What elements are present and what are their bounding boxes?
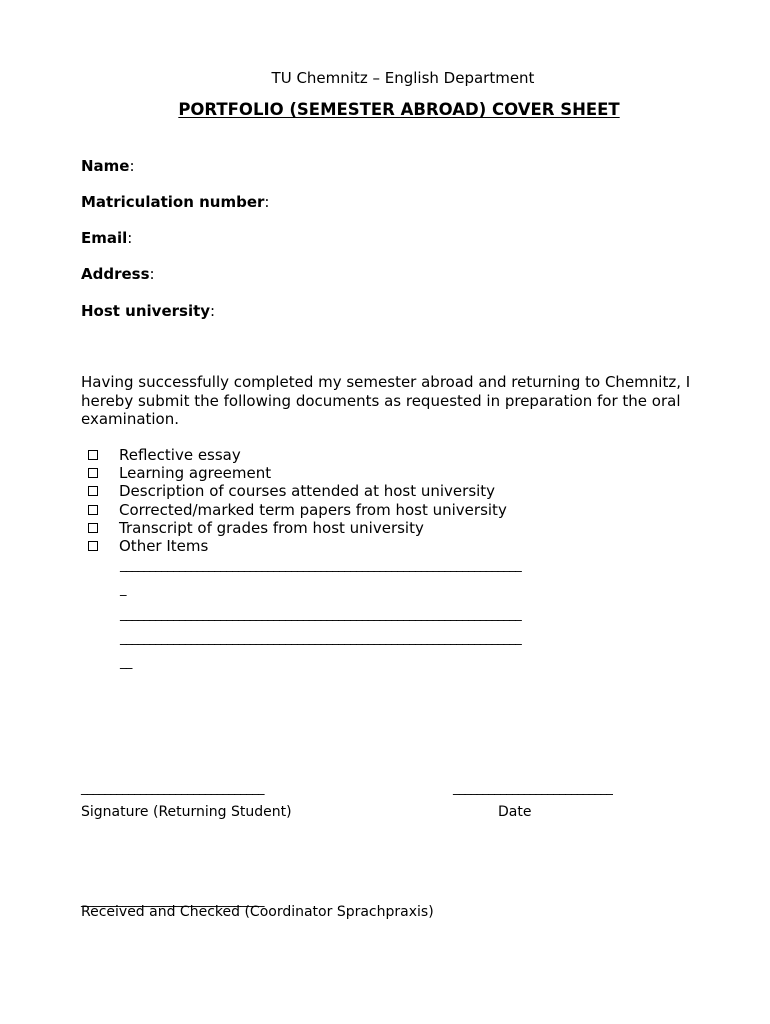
checkbox-transcript[interactable] <box>88 523 98 533</box>
checklist-label: Description of courses attended at host university <box>119 482 496 501</box>
checklist-item-learning-agreement <box>88 464 507 482</box>
field-host-university-label: Host university <box>81 302 211 320</box>
field-name-colon: : <box>129 157 135 175</box>
checklist-item-term-papers <box>88 501 507 519</box>
other-items-blank-line[interactable]: ____________________________________________________________________ <box>120 607 522 622</box>
field-matriculation-label: Matriculation number <box>81 193 265 211</box>
checklist-label: Transcript of grades from host university <box>119 518 424 537</box>
checklist-label: Learning agreement <box>119 464 272 483</box>
document-checklist <box>88 446 507 555</box>
coordinator-signature-label: Received and Checked (Coordinator Sprachpraxis) <box>81 904 434 920</box>
coordinator-signature-line[interactable]: _______________________________ <box>81 893 264 908</box>
checkbox-learning-agreement[interactable] <box>88 468 98 478</box>
field-name-label: Name <box>81 157 130 175</box>
checkbox-term-papers[interactable] <box>88 505 98 515</box>
field-host-university <box>81 302 215 320</box>
date-label: Date <box>498 804 532 820</box>
intro-paragraph: Having successfully completed my semester abroad and returning to Chemnitz, I hereby submit the following documents as requested in preparation for the oral examination. <box>81 373 691 428</box>
other-items-blank-line[interactable]: ____________________________________________________________________ <box>120 558 522 573</box>
page-title: PORTFOLIO (SEMESTER ABROAD) COVER SHEET <box>178 100 620 119</box>
checklist-item-reflective-essay <box>88 446 507 464</box>
field-email <box>81 229 132 247</box>
student-signature-label: Signature (Returning Student) <box>81 804 292 820</box>
field-address-label: Address <box>81 265 150 283</box>
checkbox-course-description[interactable] <box>88 486 98 496</box>
checklist-item-other-items <box>88 537 507 555</box>
field-host-university-colon: : <box>210 302 216 320</box>
department-heading: TU Chemnitz – English Department <box>271 69 535 87</box>
checkbox-reflective-essay[interactable] <box>88 450 98 460</box>
checklist-label: Corrected/marked term papers from host university <box>119 500 507 519</box>
student-signature-line[interactable]: _______________________________ <box>81 781 264 796</box>
field-email-label: Email <box>81 229 128 247</box>
field-matriculation-colon: : <box>264 193 270 211</box>
field-matriculation <box>81 193 269 211</box>
field-address <box>81 265 155 283</box>
checklist-item-course-description <box>88 482 507 500</box>
checklist-label: Reflective essay <box>119 446 241 465</box>
field-email-colon: : <box>127 229 133 247</box>
other-items-blank-line[interactable]: _ <box>120 582 126 597</box>
checklist-item-transcript <box>88 519 507 537</box>
checklist-label: Other Items <box>119 537 209 556</box>
other-items-blank-line[interactable]: __ <box>120 655 132 670</box>
field-name <box>81 157 135 175</box>
checkbox-other-items[interactable] <box>88 541 98 551</box>
date-line[interactable]: ___________________________ <box>453 781 613 796</box>
field-address-colon: : <box>149 265 155 283</box>
other-items-blank-line[interactable]: ____________________________________________________________________ <box>120 631 522 646</box>
